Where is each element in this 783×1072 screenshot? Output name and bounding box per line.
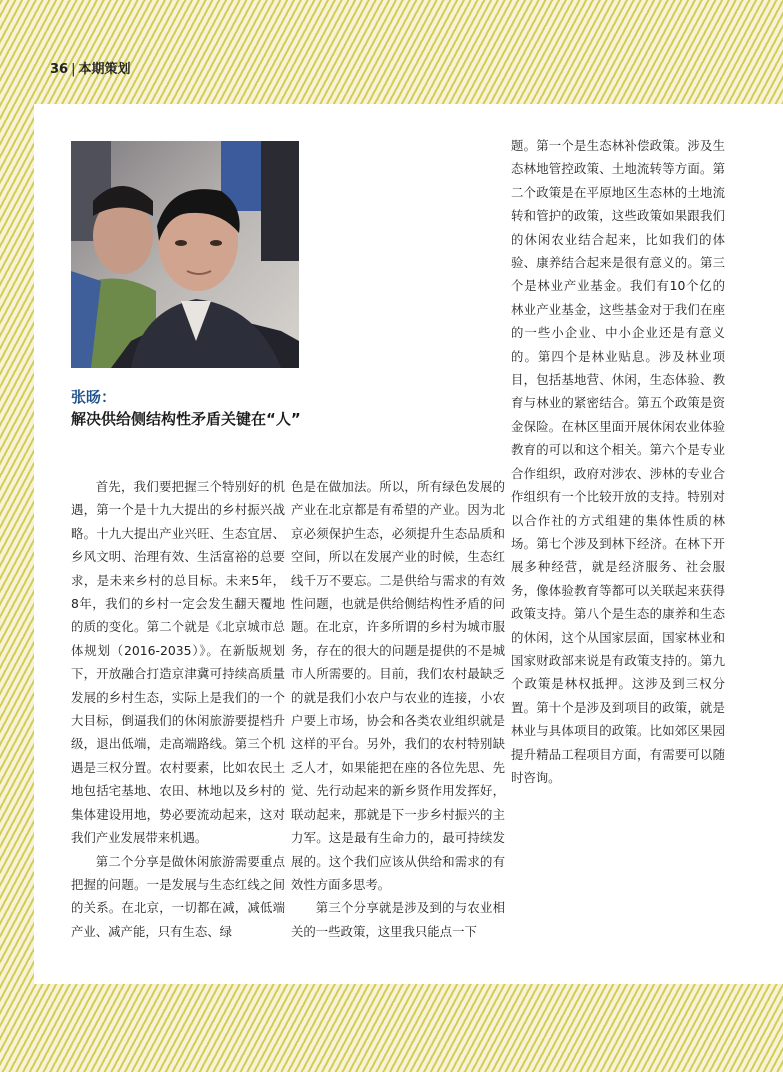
article-panel [34, 104, 783, 984]
speaker-photo-illustration [71, 141, 299, 368]
page-number: 36 [50, 62, 69, 77]
header-separator: | [71, 62, 76, 77]
body-column-2 [291, 475, 505, 943]
body-column-3 [511, 134, 725, 789]
paragraph: 第三个分享就是涉及到的与农业相关的一些政策，这里我只能点一下 [291, 900, 505, 939]
paragraph: 色是在做加法。所以，所有绿色发展的产业在北京都是有希望的产业。因为北京必须保护生态，必须提升生态品质和空间，所以在发展产业的时候，生态红线千万不要忘。二是供给与需求的有效性问题，也就是供给侧结构性矛盾的问题。在北京，许多所谓的乡村为城市服务，存在的很大的问题是提供的不是城市人所需要的。目前，我们农村最缺乏的就是我们小农户与农业的连接，小农户要上市场，协会和各类农业组织就是这样的平台。另外，我们的农村特别缺乏人才，如果能把在座的各位先思、先觉、先行动起来的新乡贤作用发挥好，联动起来，那就是下一步乡村振兴的主力军。这是最有生命力的，最可持续发展的。这个我们应该从供给和需求的有效性方面多思考。 [291, 479, 505, 892]
section-label: 本期策划 [78, 62, 131, 77]
body-column-1 [71, 475, 285, 943]
page-header [50, 60, 131, 80]
paragraph: 第二个分享是做休闲旅游需要重点把握的问题。一是发展与生态红线之间的关系。在北京，一切都在减，减低端产业、减产能，只有生态、绿 [71, 853, 285, 939]
paragraph: 首先，我们要把握三个特别好的机遇，第一个是十九大提出的乡村振兴战略。十九大提出产业兴旺、生态宜居、乡风文明、治理有效、生活富裕的总要求，是未来乡村的总目标。未来5年，8年，我们的乡村一定会发生翻天覆地的质的变化。第二个就是《北京城市总体规划（2016-2035）》。在新版规划下，开放融合打造京津冀可持续高质量发展的乡村生态，实际上是我们的一个大目标，倒逼我们的休闲旅游要提档升级，退出低端，走高端路线。第三个机遇是三权分置。农村要素，比如农民土地包括宅基地、农田、林地以及乡村的集体建设用地，势必要流动起来，这对我们产业发展带来机遇。 [71, 479, 285, 846]
speaker-photo [71, 141, 299, 368]
article-title [71, 386, 351, 430]
article-title-name: 张旸： [71, 388, 117, 406]
article-title-main: 解决供给侧结构性矛盾关键在“人” [71, 410, 301, 428]
paragraph: 题。第一个是生态林补偿政策。涉及生态林地管控政策、土地流转等方面。第二个政策是在平原地区生态林的土地流转和管护的政策，这些政策如果跟我们的休闲农业结合起来，比如我们的体验、康养结合起来是很有意义的。第三个是林业产业基金。我们有10个亿的林业产业基金，这些基金对于我们在座的一些小企业、中小企业还是有意义的。第四个是林业贴息。涉及林业项目，包括基地营、休闲，生态体验、教育与林业的紧密结合。第五个政策是资金保险。在林区里面开展休闲农业体验教育的可以和这个相关。第六个是专业合作组织，政府对涉农、涉林的专业合作组织有一个比较开放的支持。特别对以合作社的方式组建的集体性质的林场。第七个涉及到林下经济。在林下开展多种经营，就是经济服务、社会服务，像体验教育等都可以关联起来获得政策支持。第八个是生态的康养和生态的休闲，这个从国家层面，国家林业和国家财政部来说是有政策支持的。第九个政策是林权抵押。这涉及到三权分置。第十个是涉及到项目的政策，就是林业与具体项目的政策。比如郊区果园提升精品工程项目方面，有需要可以随时咨询。 [511, 138, 725, 785]
